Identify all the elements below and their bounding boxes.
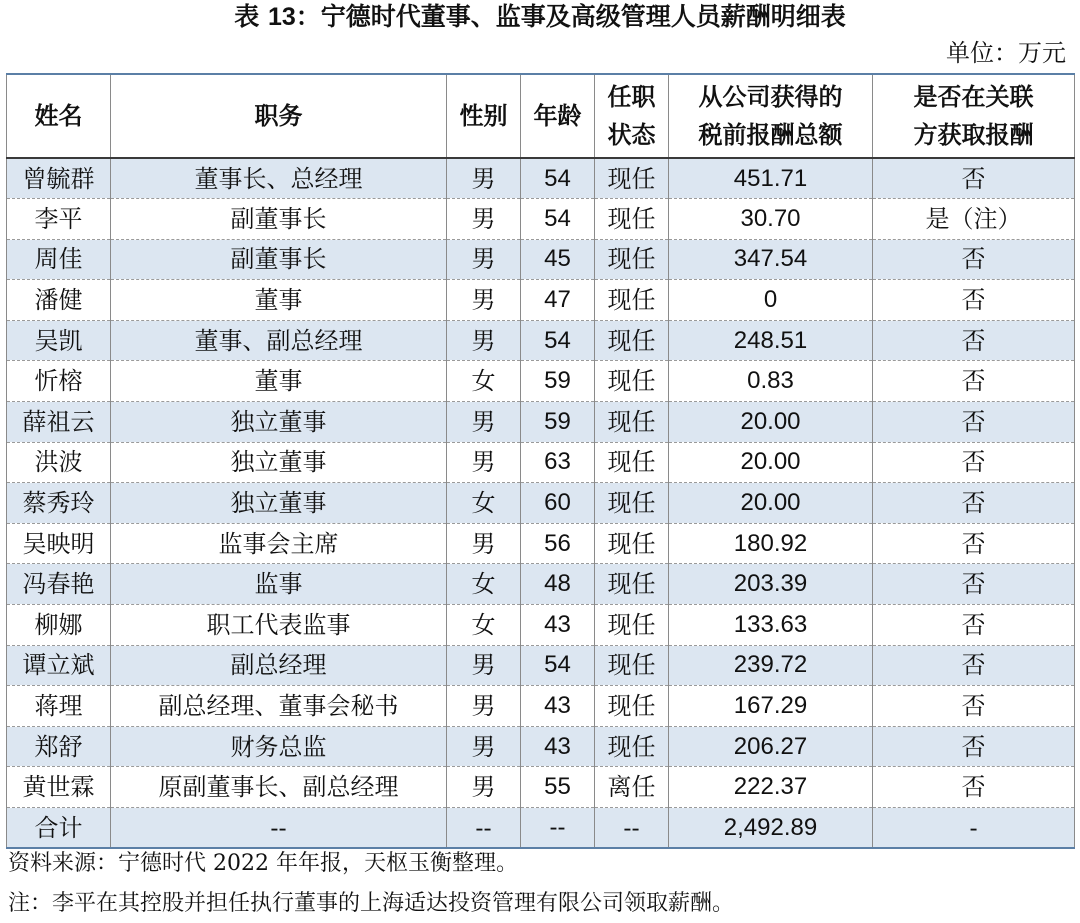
cell-related: -	[873, 808, 1075, 849]
header-name: 姓名	[7, 74, 111, 158]
cell-age: --	[521, 808, 595, 849]
cell-position: 原副董事长、副总经理	[111, 767, 447, 808]
cell-status: 现任	[595, 361, 669, 402]
cell-name: 谭立斌	[7, 645, 111, 686]
title-prefix: 表	[234, 2, 260, 31]
cell-position: 独立董事	[111, 402, 447, 443]
cell-pay: 0	[669, 280, 873, 321]
cell-status: 现任	[595, 402, 669, 443]
cell-position: 副董事长	[111, 199, 447, 240]
table-row	[7, 523, 1075, 564]
compensation-table	[6, 73, 1075, 849]
cell-related: 否	[873, 564, 1075, 605]
cell-name: 薛祖云	[7, 402, 111, 443]
cell-age: 54	[521, 199, 595, 240]
cell-position: 副总经理、董事会秘书	[111, 686, 447, 727]
header-position: 职务	[111, 74, 447, 158]
cell-status: 现任	[595, 158, 669, 199]
cell-position: 副董事长	[111, 239, 447, 280]
cell-position: 董事长、总经理	[111, 158, 447, 199]
cell-gender: --	[447, 808, 521, 849]
cell-position: 独立董事	[111, 442, 447, 483]
table-row	[7, 442, 1075, 483]
table-row	[7, 158, 1075, 199]
unit-label: 单位：万元	[946, 39, 1066, 67]
cell-position: 董事	[111, 361, 447, 402]
cell-age: 54	[521, 645, 595, 686]
cell-status: 现任	[595, 645, 669, 686]
cell-related: 否	[873, 442, 1075, 483]
cell-related: 否	[873, 767, 1075, 808]
cell-gender: 男	[447, 767, 521, 808]
cell-related: 否	[873, 158, 1075, 199]
cell-age: 43	[521, 605, 595, 646]
cell-pay: 2,492.89	[669, 808, 873, 849]
cell-name: 忻榕	[7, 361, 111, 402]
source-note: 资料来源：宁德时代 2022 年年报，天枢玉衡整理。	[8, 851, 518, 876]
cell-status: 现任	[595, 239, 669, 280]
cell-position: 董事、副总经理	[111, 320, 447, 361]
cell-position: 独立董事	[111, 483, 447, 524]
cell-age: 54	[521, 320, 595, 361]
table-row	[7, 645, 1075, 686]
table-total-row	[7, 808, 1075, 849]
cell-status: 现任	[595, 686, 669, 727]
header-pay: 从公司获得的 税前报酬总额	[669, 74, 873, 158]
cell-age: 60	[521, 483, 595, 524]
cell-age: 56	[521, 523, 595, 564]
cell-name: 周佳	[7, 239, 111, 280]
cell-status: --	[595, 808, 669, 849]
cell-name: 曾毓群	[7, 158, 111, 199]
cell-name: 李平	[7, 199, 111, 240]
cell-age: 47	[521, 280, 595, 321]
cell-status: 现任	[595, 280, 669, 321]
cell-status: 现任	[595, 523, 669, 564]
cell-related: 否	[873, 361, 1075, 402]
header-related: 是否在关联 方获取报酬	[873, 74, 1075, 158]
cell-related: 否	[873, 280, 1075, 321]
cell-gender: 男	[447, 686, 521, 727]
cell-position: --	[111, 808, 447, 849]
cell-age: 55	[521, 767, 595, 808]
cell-position: 监事会主席	[111, 523, 447, 564]
cell-name: 潘健	[7, 280, 111, 321]
cell-gender: 女	[447, 564, 521, 605]
table-row	[7, 280, 1075, 321]
header-gender: 性别	[447, 74, 521, 158]
cell-status: 现任	[595, 199, 669, 240]
cell-related: 是（注）	[873, 199, 1075, 240]
table-header-row	[7, 74, 1075, 158]
cell-gender: 男	[447, 239, 521, 280]
cell-pay: 20.00	[669, 402, 873, 443]
cell-age: 48	[521, 564, 595, 605]
cell-pay: 203.39	[669, 564, 873, 605]
cell-pay: 133.63	[669, 605, 873, 646]
cell-age: 43	[521, 726, 595, 767]
cell-name: 冯春艳	[7, 564, 111, 605]
cell-pay: 180.92	[669, 523, 873, 564]
title-number: 13	[267, 3, 296, 31]
header-age: 年龄	[521, 74, 595, 158]
cell-name: 蔡秀玲	[7, 483, 111, 524]
header-status: 任职 状态	[595, 74, 669, 158]
cell-gender: 男	[447, 726, 521, 767]
cell-pay: 20.00	[669, 483, 873, 524]
cell-position: 财务总监	[111, 726, 447, 767]
cell-name: 洪波	[7, 442, 111, 483]
cell-position: 董事	[111, 280, 447, 321]
cell-position: 监事	[111, 564, 447, 605]
cell-age: 63	[521, 442, 595, 483]
cell-related: 否	[873, 483, 1075, 524]
cell-related: 否	[873, 686, 1075, 727]
cell-pay: 20.00	[669, 442, 873, 483]
cell-age: 54	[521, 158, 595, 199]
cell-gender: 男	[447, 320, 521, 361]
cell-age: 59	[521, 361, 595, 402]
cell-pay: 347.54	[669, 239, 873, 280]
table-row	[7, 686, 1075, 727]
cell-position: 职工代表监事	[111, 605, 447, 646]
table-row	[7, 483, 1075, 524]
cell-status: 离任	[595, 767, 669, 808]
cell-gender: 男	[447, 199, 521, 240]
cell-name: 柳娜	[7, 605, 111, 646]
cell-gender: 男	[447, 280, 521, 321]
table-row	[7, 564, 1075, 605]
table-row	[7, 726, 1075, 767]
cell-status: 现任	[595, 726, 669, 767]
cell-pay: 0.83	[669, 361, 873, 402]
cell-gender: 女	[447, 361, 521, 402]
cell-related: 否	[873, 402, 1075, 443]
cell-age: 59	[521, 402, 595, 443]
cell-status: 现任	[595, 442, 669, 483]
table-row	[7, 767, 1075, 808]
cell-status: 现任	[595, 564, 669, 605]
cell-gender: 男	[447, 402, 521, 443]
title-text: ：宁德时代董事、监事及高级管理人员薪酬明细表	[295, 2, 846, 31]
table-row	[7, 320, 1075, 361]
cell-name: 蒋理	[7, 686, 111, 727]
cell-gender: 男	[447, 158, 521, 199]
cell-pay: 206.27	[669, 726, 873, 767]
cell-gender: 女	[447, 605, 521, 646]
cell-position: 副总经理	[111, 645, 447, 686]
cell-gender: 男	[447, 645, 521, 686]
cell-gender: 女	[447, 483, 521, 524]
cell-status: 现任	[595, 483, 669, 524]
cell-name: 郑舒	[7, 726, 111, 767]
cell-pay: 222.37	[669, 767, 873, 808]
cell-related: 否	[873, 523, 1075, 564]
cell-related: 否	[873, 726, 1075, 767]
cell-related: 否	[873, 320, 1075, 361]
cell-name: 合计	[7, 808, 111, 849]
table-row	[7, 402, 1075, 443]
cell-name: 吴凯	[7, 320, 111, 361]
cell-status: 现任	[595, 320, 669, 361]
cell-pay: 451.71	[669, 158, 873, 199]
cell-age: 43	[521, 686, 595, 727]
cell-status: 现任	[595, 605, 669, 646]
remark-note: 注：李平在其控股并担任执行董事的上海适达投资管理有限公司领取薪酬。	[8, 891, 735, 916]
cell-pay: 167.29	[669, 686, 873, 727]
cell-pay: 248.51	[669, 320, 873, 361]
cell-age: 45	[521, 239, 595, 280]
cell-related: 否	[873, 605, 1075, 646]
table-row	[7, 199, 1075, 240]
table-row	[7, 239, 1075, 280]
cell-pay: 30.70	[669, 199, 873, 240]
cell-related: 否	[873, 239, 1075, 280]
cell-name: 黄世霖	[7, 767, 111, 808]
table-row	[7, 605, 1075, 646]
cell-gender: 男	[447, 523, 521, 564]
cell-related: 否	[873, 645, 1075, 686]
table-title	[0, 0, 1080, 36]
cell-name: 吴映明	[7, 523, 111, 564]
table-row	[7, 361, 1075, 402]
cell-gender: 男	[447, 442, 521, 483]
cell-pay: 239.72	[669, 645, 873, 686]
